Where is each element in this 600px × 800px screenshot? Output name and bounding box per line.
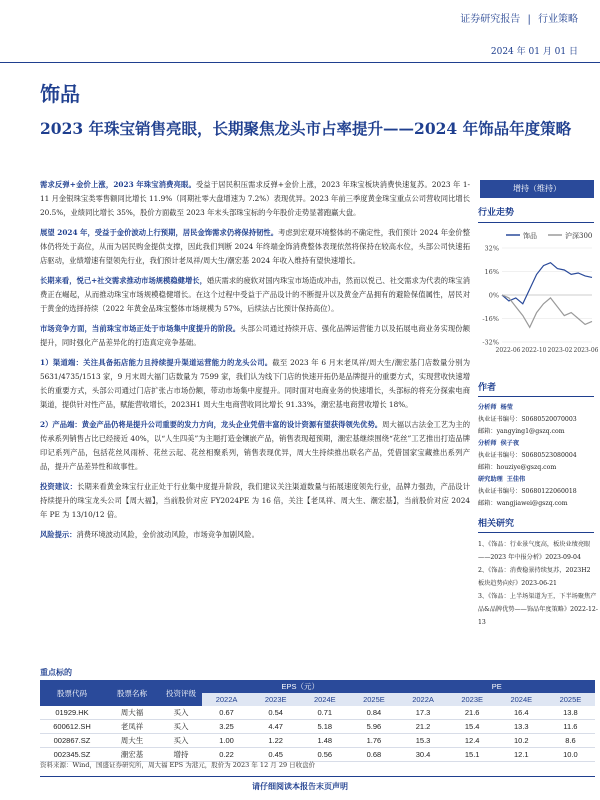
report-header — [460, 10, 578, 25]
cert-label: 执业证书编号： — [478, 452, 522, 459]
paragraph-text: 截至 2023 年 6 月末老凤祥/周大生/潮宏基门店数量分别为 5631/4735/1513 家，9 月末周大福门店数量为 7599 家，我们认为线下门店的快速开拓仍是品牌提升的重要方式，实现营收快速增长的重要方式，头部公司通过门店扩张占市场份额，带动市场集中度提升。同时面对电商业务的快速增长，头部标的将充分探索电商渠道，提供针对性产品，赋能营收增长，2023H1 周大生电商营收同比增长 91.33%，潮宏基电商营收增长 18%。 — [40, 358, 470, 409]
x-tick-label: 2023-02 — [547, 347, 573, 354]
stock-code: 01929.HK — [40, 706, 104, 720]
paragraph-lead: 需求反弹+金价上涨，2023 年珠宝消费亮眼。 — [40, 180, 196, 189]
cert-label: 执业证书编号： — [478, 488, 522, 495]
table-row — [40, 706, 595, 720]
paragraph-text: 婚庆需求的疲软对国内珠宝市场造成冲击，然而以悦己、社交需求为代表的珠宝消费正在崛起，从而推动珠宝市场规模稳健增长。在这个过程中受益于产品设计的不断提升以及黄金产品拥有的避险保值属性，居民对于黄金的选择持续（2022 年黄金品珠宝整体市场规模为 57%，后续法占比预计保持高位）。 — [40, 276, 470, 313]
stock-rating: 买入 — [160, 734, 202, 748]
author-email[interactable]: houziye@gszq.com — [496, 464, 557, 471]
stock-name: 潮宏基 — [104, 748, 160, 762]
author-name: 侯子夜 — [500, 440, 520, 447]
paragraph-text: 长期来看黄金珠宝行业正处于行业集中度提升阶段，我们建议关注渠道数量与拓展速度领先行业，品牌力强劲，产品设计持续提升的珠宝龙头公司【周大福】，当前股价对应 FY2024PE 为 16 倍，关注【老凤祥、周大生、潮宏基】，当前股价对应 2024 年 PE 为 13/10/12 倍。 — [40, 482, 471, 519]
author-entry — [478, 402, 598, 438]
series-line-1 — [502, 263, 592, 304]
report-body — [40, 178, 470, 548]
pe-value: 16.4 — [497, 706, 546, 720]
eps-value: 4.47 — [251, 720, 300, 734]
report-title: 2023 年珠宝销售亮眼，长期聚焦龙头市占率提升——2024 年饰品年度策略 — [40, 119, 572, 138]
risk-paragraph — [40, 528, 470, 542]
pe-value: 17.3 — [399, 706, 448, 720]
author-email[interactable]: yangying1@gszq.com — [496, 428, 565, 435]
x-tick-label: 2022-10 — [521, 347, 547, 354]
stock-rating: 买入 — [160, 706, 202, 720]
eps-value: 0.71 — [300, 706, 349, 720]
paragraph-lead: 风险提示： — [40, 530, 77, 539]
x-tick-label: 2022-06 — [495, 347, 521, 354]
author-entry — [478, 438, 598, 474]
footer-disclaimer: 请仔细阅读本报告末页声明 — [252, 781, 348, 791]
pe-year: 2023E — [448, 693, 497, 706]
eps-value: 3.25 — [202, 720, 251, 734]
cert-label: 执业证书编号： — [478, 416, 522, 423]
report-category: 行业策略 — [538, 14, 578, 25]
cert-number: S0680523080004 — [521, 452, 577, 459]
related-heading-line — [478, 532, 594, 533]
related-item[interactable]: 1、《饰品：行业景气度高，板块业绩亮眼——2023 年中报分析》2023-09-04 — [478, 541, 591, 561]
author-role: 分析师 — [478, 440, 497, 447]
pe-value: 11.6 — [546, 720, 595, 734]
author-name: 王佳伟 — [506, 476, 526, 483]
pe-year: 2025E — [546, 693, 595, 706]
eps-value: 1.00 — [202, 734, 251, 748]
paragraph-lead: 投资建议： — [40, 482, 78, 491]
paragraph-lead: 1）渠道端：关注具备拓店能力且持续提升渠道运营能力的龙头公司。 — [40, 358, 273, 367]
pe-value: 12.4 — [448, 734, 497, 748]
pe-value: 13.8 — [546, 706, 595, 720]
table-header-row — [40, 680, 595, 693]
eps-value: 1.76 — [349, 734, 398, 748]
paragraph-text: 消费环境波动风险，金价波动风险，市场竞争加剧风险。 — [76, 530, 259, 539]
trend-heading-line — [478, 222, 594, 223]
series-line-2 — [502, 295, 592, 327]
eps-year: 2025E — [349, 693, 398, 706]
investment-paragraph — [40, 480, 470, 522]
paragraph-text: 周大福以古法金工艺为主的传承系列销售占比已经接近 40%，以“人生四美”为主题打造金镶嵌产品，销售表现超预期，潮宏基继续围绕“花丝”工艺推出打造品牌印记系列产品，包括花丝风雨桥、花丝云起、花丝相聚系列，销售表现优异，周大生持续推出联名产品，凭借国家宝藏推出系列产品，提升产品差异性和故事性。 — [40, 420, 471, 471]
channel-paragraph — [40, 356, 470, 412]
eps-year: 2023E — [251, 693, 300, 706]
col-pe: PE — [399, 680, 596, 693]
eps-year: 2024E — [300, 693, 349, 706]
stock-rating: 增持 — [160, 748, 202, 762]
pe-value: 8.6 — [546, 734, 595, 748]
rating-badge: 增持（维持） — [480, 180, 594, 198]
author-role: 分析师 — [478, 404, 497, 411]
eps-value: 0.45 — [251, 748, 300, 762]
key-stocks-heading: 重点标的 — [40, 667, 72, 677]
email-label: 邮箱： — [478, 428, 497, 435]
related-research-list — [478, 538, 598, 629]
summary-paragraph — [40, 178, 470, 220]
cert-number: S0680122060018 — [521, 488, 577, 495]
paragraph-lead: 长期来看，悦己+社交需求推动市场规模稳健增长， — [40, 276, 207, 285]
pe-year: 2024E — [497, 693, 546, 706]
legend-label-series-2: 沪深300 — [565, 232, 593, 240]
paragraph-lead: 2）产品端：黄金产品仍将是提升公司重要的发力方向，龙头企业凭借丰富的设计资源有望获得领先优势。 — [40, 420, 383, 429]
pe-value: 15.4 — [448, 720, 497, 734]
header-divider-line — [0, 62, 600, 63]
longterm-paragraph — [40, 274, 470, 316]
eps-value: 0.54 — [251, 706, 300, 720]
y-tick-label: 32% — [484, 244, 499, 253]
x-tick-label: 2023-06 — [573, 347, 598, 354]
y-tick-label: -16% — [482, 315, 499, 323]
col-name: 股票名称 — [104, 680, 160, 706]
pe-value: 12.1 — [497, 748, 546, 762]
header-divider: | — [527, 14, 531, 25]
pe-value: 30.4 — [399, 748, 448, 762]
col-code: 股票代码 — [40, 680, 104, 706]
cert-number: S0680520070003 — [521, 416, 577, 423]
pe-value: 21.6 — [448, 706, 497, 720]
y-tick-label: 16% — [484, 268, 499, 276]
pe-value: 21.2 — [399, 720, 448, 734]
y-tick-label: 0% — [488, 291, 499, 300]
email-label: 邮箱： — [478, 464, 497, 471]
stock-code: 002867.SZ — [40, 734, 104, 748]
footer-divider — [40, 776, 595, 777]
author-entry — [478, 474, 598, 510]
eps-value: 1.48 — [300, 734, 349, 748]
authors-heading: 作者 — [478, 383, 497, 393]
outlook-paragraph — [40, 226, 470, 268]
related-item[interactable]: 2、《饰品：消费稳景持续复苏，2023H2 板块趋势向好》2023-06-21 — [478, 567, 591, 587]
report-date: 2024 年 01 月 01 日 — [490, 47, 578, 57]
author-name: 杨莹 — [500, 404, 513, 411]
eps-value: 0.67 — [202, 706, 251, 720]
eps-value: 0.84 — [349, 706, 398, 720]
stock-rating: 买入 — [160, 720, 202, 734]
paragraph-text: 受益于居民积压需求反弹+金价上涨，2023 年珠宝板块消费快速复苏。2023 年 1-11 月金银珠宝类零售额同比增长 11.9%（同期社零大盘增速为 7.2%）表现优异。2023 年前三季度黄金珠宝重点公司营收同比增长 20.5%，业绩同比增长 35%，股价方面截至 2023 年末头部珠宝标的今年股价走势显著跑赢大盘。 — [40, 180, 470, 217]
eps-value: 0.22 — [202, 748, 251, 762]
authors-list — [478, 402, 598, 510]
stock-code: 600612.SH — [40, 720, 104, 734]
stock-name: 周大生 — [104, 734, 160, 748]
eps-value: 5.96 — [349, 720, 398, 734]
competition-paragraph — [40, 322, 470, 350]
email-label: 邮箱： — [478, 500, 497, 507]
eps-value: 0.68 — [349, 748, 398, 762]
legend-label-series-1: 饰品 — [523, 232, 537, 240]
table-source-note: 资料来源：Wind，国盛证券研究所，周大福 EPS 为港元，股价为 2023 年 12 月 29 日收盘价 — [40, 761, 316, 769]
eps-value: 1.22 — [251, 734, 300, 748]
product-paragraph — [40, 418, 470, 474]
stock-name: 老凤祥 — [104, 720, 160, 734]
author-email[interactable]: wangjiawei@gszq.com — [496, 500, 568, 507]
stock-name: 周大福 — [104, 706, 160, 720]
trend-chart — [470, 224, 598, 374]
pe-year: 2022A — [399, 693, 448, 706]
pe-value: 15.3 — [399, 734, 448, 748]
table-row — [40, 734, 595, 748]
authors-heading-line — [478, 396, 594, 397]
table-row — [40, 720, 595, 734]
col-eps: EPS（元） — [202, 680, 399, 693]
pe-value: 13.3 — [497, 720, 546, 734]
related-item[interactable]: 3、《饰品：上半场渠道为王，下半场聚焦产品&品牌优势——饰品年度策略》2022-12-13 — [478, 593, 598, 626]
eps-value: 0.56 — [300, 748, 349, 762]
trend-heading: 行业走势 — [478, 208, 515, 218]
pe-value: 10.2 — [497, 734, 546, 748]
y-tick-label: -32% — [482, 338, 499, 347]
pe-value: 10.0 — [546, 748, 595, 762]
key-stocks-table — [40, 680, 595, 762]
col-rating: 投资评级 — [160, 680, 202, 706]
paragraph-text: 考虑到宏观环境整体的不确定性，我们预计 2024 年金价整体仍将处于高位，从而为居民购金提供支撑，因此我们判断 2024 年终端金饰消费整体表现依然将保持在较高水位，头部公司快速拓店驱动，业绩增速有望领先行业，我们预计老凤祥/周大生/潮宏基 2024 年收入维持有望快速增长。 — [40, 228, 470, 265]
paragraph-lead: 展望 2024 年，受益于金价波动上行预期，居民金饰需求仍将保持韧性。 — [40, 228, 279, 237]
related-research-heading: 相关研究 — [478, 519, 515, 529]
eps-year: 2022A — [202, 693, 251, 706]
paragraph-lead: 市场竞争方面，当前珠宝市场正处于市场集中度提升的阶段。 — [40, 324, 241, 333]
eps-value: 5.18 — [300, 720, 349, 734]
report-type: 证券研究报告 — [460, 14, 521, 25]
pe-value: 15.1 — [448, 748, 497, 762]
stock-code: 002345.SZ — [40, 748, 104, 762]
paragraph-text: 头部公司通过持续开店、强化品牌运营能力以及拓展电商业务实现份额提升，同时强化产品差异化的打造真定竞争基础。 — [40, 324, 471, 347]
chart-legend — [506, 231, 592, 240]
sector-name: 饰品 — [40, 82, 80, 106]
author-role: 研究助理 — [478, 476, 503, 483]
